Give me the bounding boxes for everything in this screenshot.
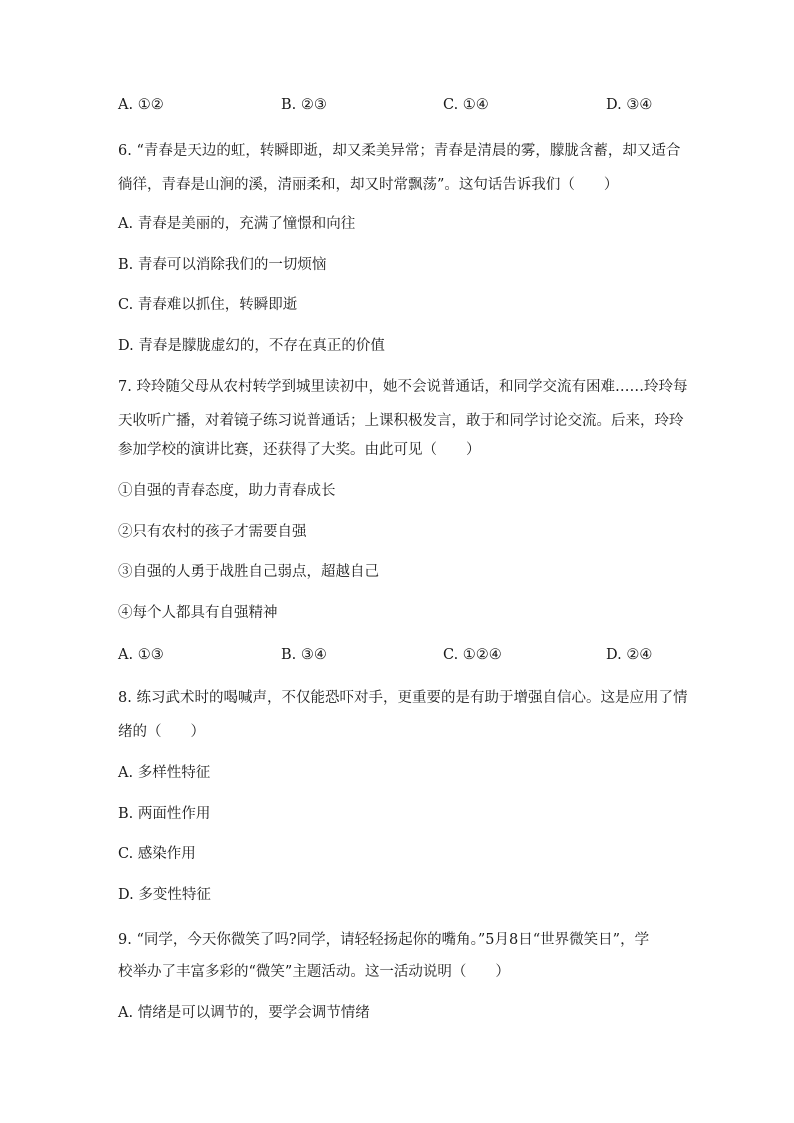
q8-option-b[interactable]: B. 两面性作用	[118, 806, 211, 822]
q8-option-d[interactable]: D. 多变性特征	[118, 887, 211, 903]
q5-options-row	[118, 95, 678, 115]
q7-stem-line-2: 天收听广播，对着镜子练习说普通话；上课积极发言，敢于和同学讨论交流。后来，玲玲	[118, 413, 684, 429]
q5-option-d[interactable]: D. ③④	[606, 97, 653, 113]
q7-option-c[interactable]: C. ①②④	[443, 647, 502, 663]
q6-option-c[interactable]: C. 青春难以抓住，转瞬即逝	[118, 297, 298, 313]
q6-option-b[interactable]: B. 青春可以消除我们的一切烦恼	[118, 257, 327, 273]
q8-option-c[interactable]: C. 感染作用	[118, 846, 196, 862]
q8-stem-line-1: 8. 练习武术时的喝喊声，不仅能恐吓对手，更重要的是有助于增强自信心。这是应用了情	[118, 690, 688, 706]
q7-options-row	[118, 645, 678, 665]
q7-option-a[interactable]: A. ①③	[118, 647, 164, 663]
q7-statement-3: ③自强的人勇于战胜自己弱点，超越自己	[118, 564, 379, 580]
q7-stem-line-1: 7. 玲玲随父母从农村转学到城里读初中，她不会说普通话，和同学交流有困难……玲玲每	[118, 379, 688, 395]
q5-option-a[interactable]: A. ①②	[118, 97, 164, 113]
q8-stem-line-2: 绪的（ ）	[118, 724, 205, 740]
q6-option-d[interactable]: D. 青春是朦胧虚幻的，不存在真正的价值	[118, 338, 385, 354]
q7-statement-2: ②只有农村的孩子才需要自强	[118, 524, 307, 540]
q7-statement-1: ①自强的青春态度，助力青春成长	[118, 483, 336, 499]
q8-option-a[interactable]: A. 多样性特征	[118, 765, 211, 781]
q9-stem-line-1: 9. “同学，今天你微笑了吗?同学，请轻轻扬起你的嘴角。”5月8日“世界微笑日”，学	[118, 932, 650, 948]
q5-option-b[interactable]: B. ②③	[281, 97, 327, 113]
q6-option-a[interactable]: A. 青春是美丽的，充满了憧憬和向往	[118, 216, 356, 232]
q7-option-d[interactable]: D. ②④	[606, 647, 653, 663]
q6-stem-line-1: 6. “青春是天边的虹，转瞬即逝，却又柔美异常；青春是清晨的雾，朦胧含蓄，却又适合	[118, 143, 681, 159]
q7-statement-4: ④每个人都具有自强精神	[118, 605, 278, 621]
q5-option-c[interactable]: C. ①④	[443, 97, 489, 113]
q6-stem-line-2: 徜徉，青春是山涧的溪，清丽柔和，却又时常飘荡”。这句话告诉我们（ ）	[118, 177, 619, 193]
q7-stem-line-3: 参加学校的演讲比赛，还获得了大奖。由此可见（ ）	[118, 442, 481, 458]
q9-stem-line-2: 校举办了丰富多彩的“微笑”主题活动。这一活动说明（ ）	[118, 964, 510, 980]
q9-option-a[interactable]: A. 情绪是可以调节的，要学会调节情绪	[118, 1005, 370, 1021]
q7-option-b[interactable]: B. ③④	[281, 647, 327, 663]
